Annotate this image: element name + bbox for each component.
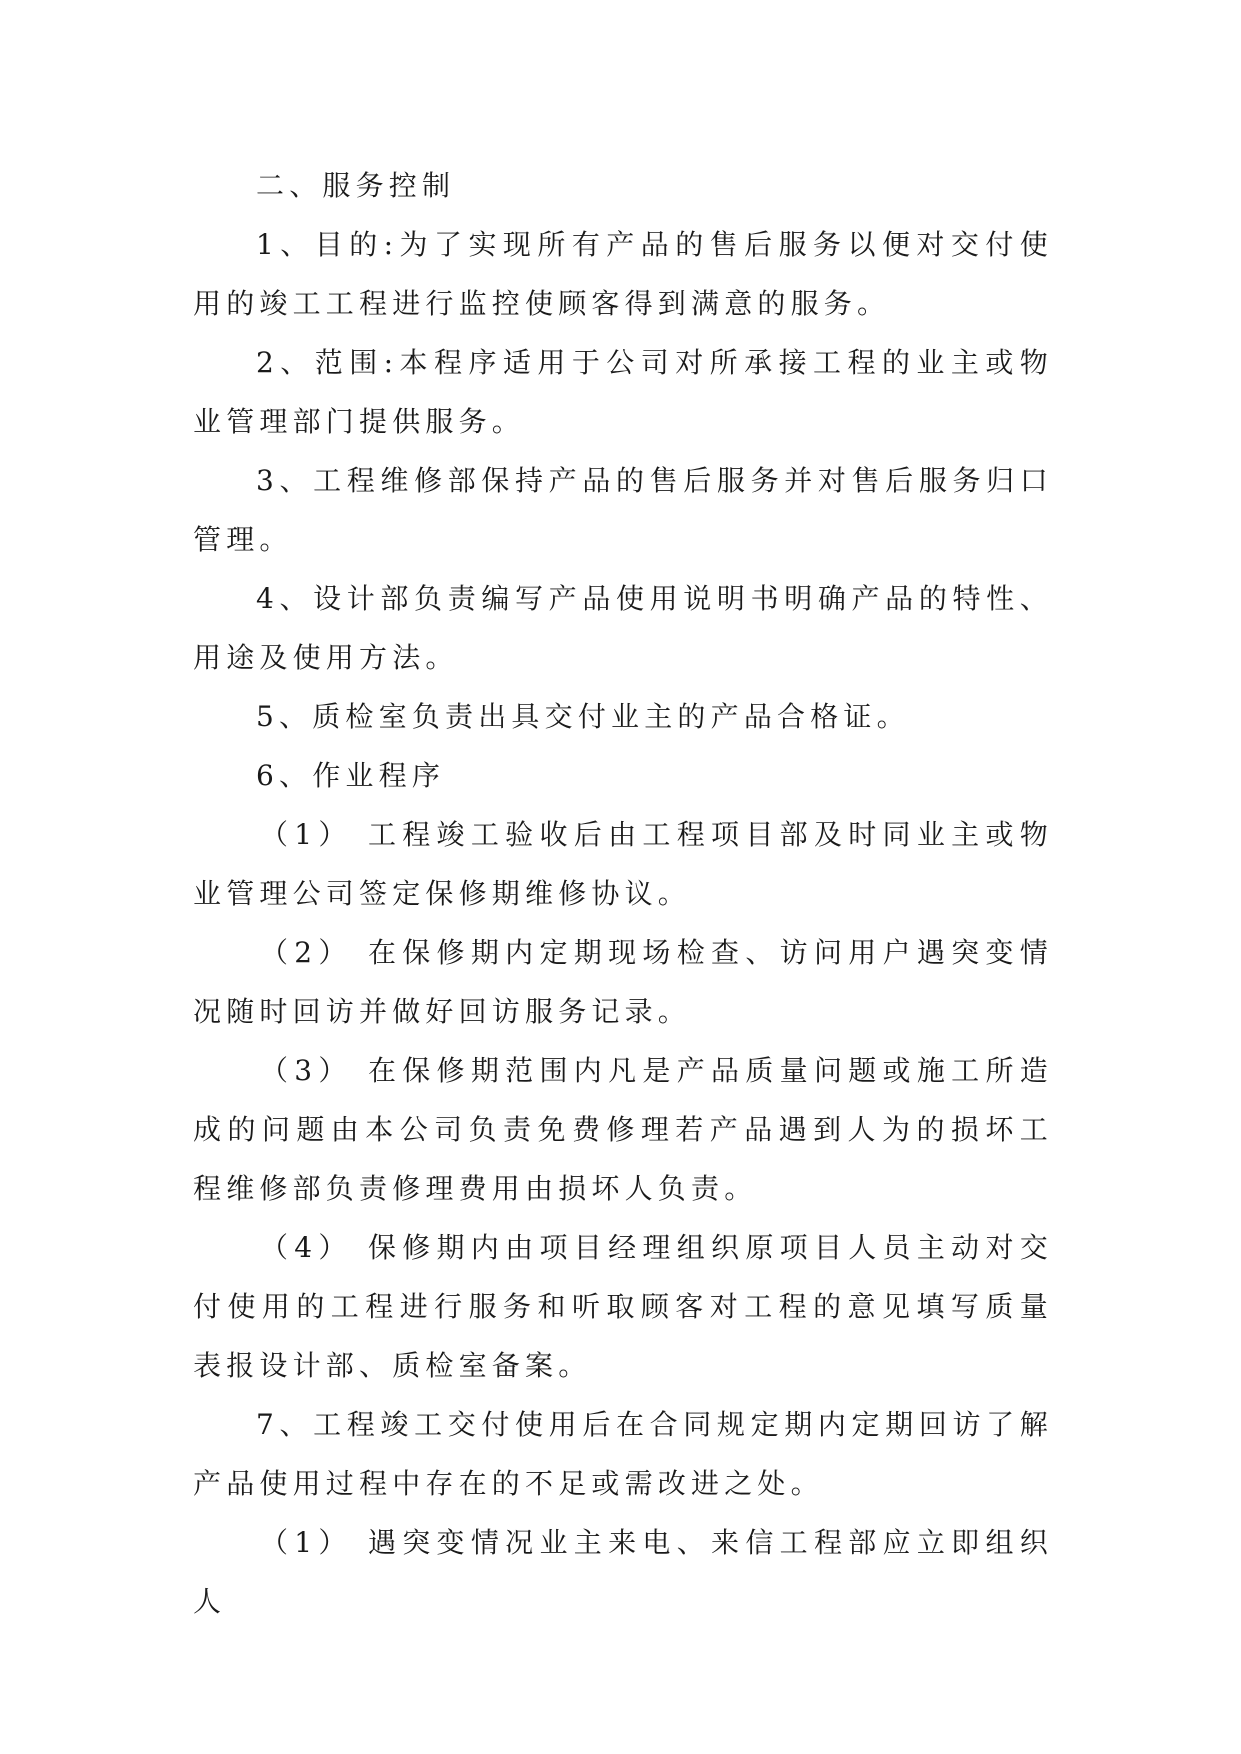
paragraph-scope: 2、范围:本程序适用于公司对所承接工程的业主或物业管理部门提供服务。 <box>193 346 1053 438</box>
paragraph-procedure-heading: 6、作业程序 <box>256 759 446 792</box>
paragraph-purpose: 1、目的:为了实现所有产品的售后服务以便对交付使用的竣工工程进行监控使顾客得到满意的服务。 <box>193 228 1053 320</box>
paragraph-procedure-1: （1） 工程竣工验收后由工程项目部及时同业主或物业管理公司签定保修期维修协议。 <box>193 818 1053 910</box>
section-heading: 二、服务控制 <box>256 169 456 202</box>
paragraph-maintenance-dept: 3、工程维修部保持产品的售后服务并对售后服务归口管理。 <box>193 464 1053 556</box>
paragraph-revisit: 7、工程竣工交付使用后在合同规定期内定期回访了解产品使用过程中存在的不足或需改进之处。 <box>193 1408 1053 1500</box>
paragraph-procedure-4: （4） 保修期内由项目经理组织原项目人员主动对交付使用的工程进行服务和听取顾客对工程的意见填写质量表报设计部、质检室备案。 <box>193 1231 1053 1382</box>
paragraph-design-dept: 4、设计部负责编写产品使用说明书明确产品的特性、用途及使用方法。 <box>193 582 1053 674</box>
paragraph-quality-room: 5、质检室负责出具交付业主的产品合格证。 <box>256 700 910 733</box>
document-body <box>193 156 1053 1631</box>
paragraph-procedure-2: （2） 在保修期内定期现场检查、访问用户遇突变情况随时回访并做好回访服务记录。 <box>193 936 1053 1028</box>
paragraph-revisit-1: （1） 遇突变情况业主来电、来信工程部应立即组织人 <box>193 1526 1053 1618</box>
paragraph-procedure-3: （3） 在保修期范围内凡是产品质量问题或施工所造成的问题由本公司负责免费修理若产品遇到人为的损坏工程维修部负责修理费用由损坏人负责。 <box>193 1054 1053 1205</box>
